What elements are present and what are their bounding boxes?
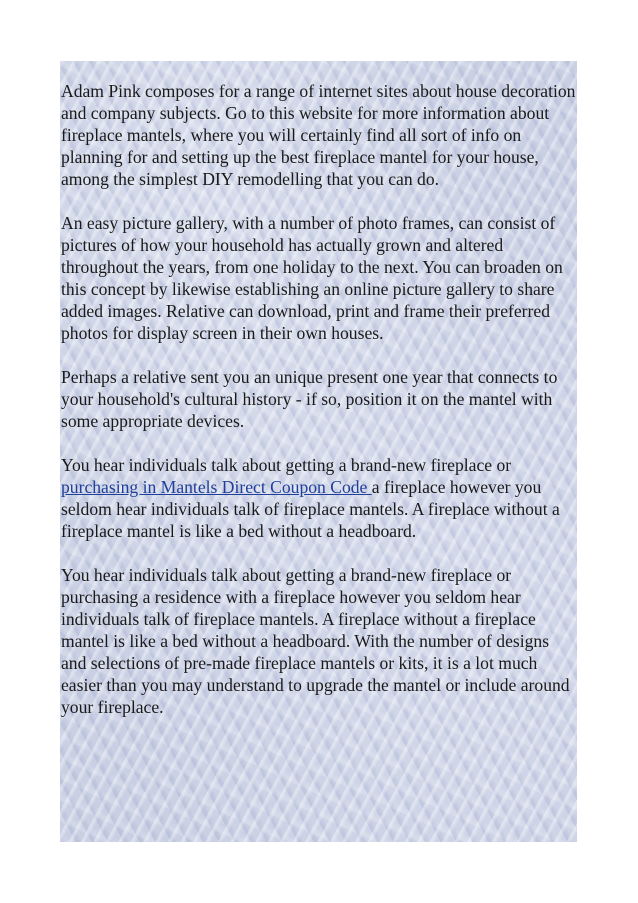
- paragraph-unique-present: Perhaps a relative sent you an unique present one year that connects to your household's cultural history - if so, position it on the mantel with some appropriate devices.: [61, 367, 558, 431]
- paragraph-text-after-link: a fireplace however you seldom hear individuals talk of fireplace mantels. A fireplace without a fireplace mantel is like a bed without a headboard.: [61, 477, 560, 541]
- paragraph-author-bio: Adam Pink composes for a range of internet sites about house decoration and company subjects. Go to this website for more information about fireplace mantels, where you will certainly find all sort of info on planning for and setting up the best fireplace mantel for your house, among the simplest DIY remodelling that you can do.: [61, 81, 576, 189]
- paragraph-mantel-designs: You hear individuals talk about getting a brand-new fireplace or purchasing a residence with a fireplace however you seldom hear individuals talk of fireplace mantels. A fireplace without a fireplace mantel is like a bed without a headboard. With the number of designs and selections of pre-made fireplace mantels or kits, it is a lot much easier than you may understand to upgrade the mantel or include around your fireplace.: [61, 565, 570, 717]
- paragraph-coupon-link: [61, 454, 577, 542]
- mantels-direct-coupon-link[interactable]: purchasing in Mantels Direct Coupon Code: [61, 477, 372, 497]
- document-body: [61, 80, 577, 740]
- paragraph-picture-gallery: An easy picture gallery, with a number of photo frames, can consist of pictures of how your household has actually grown and altered throughout the years, from one holiday to the next. You can broaden on this concept by likewise establishing an online picture gallery to share added images. Relative can download, print and frame their preferred photos for display screen in their own houses.: [61, 213, 563, 343]
- paragraph-text-before-link: You hear individuals talk about getting a brand-new fireplace or: [61, 455, 512, 475]
